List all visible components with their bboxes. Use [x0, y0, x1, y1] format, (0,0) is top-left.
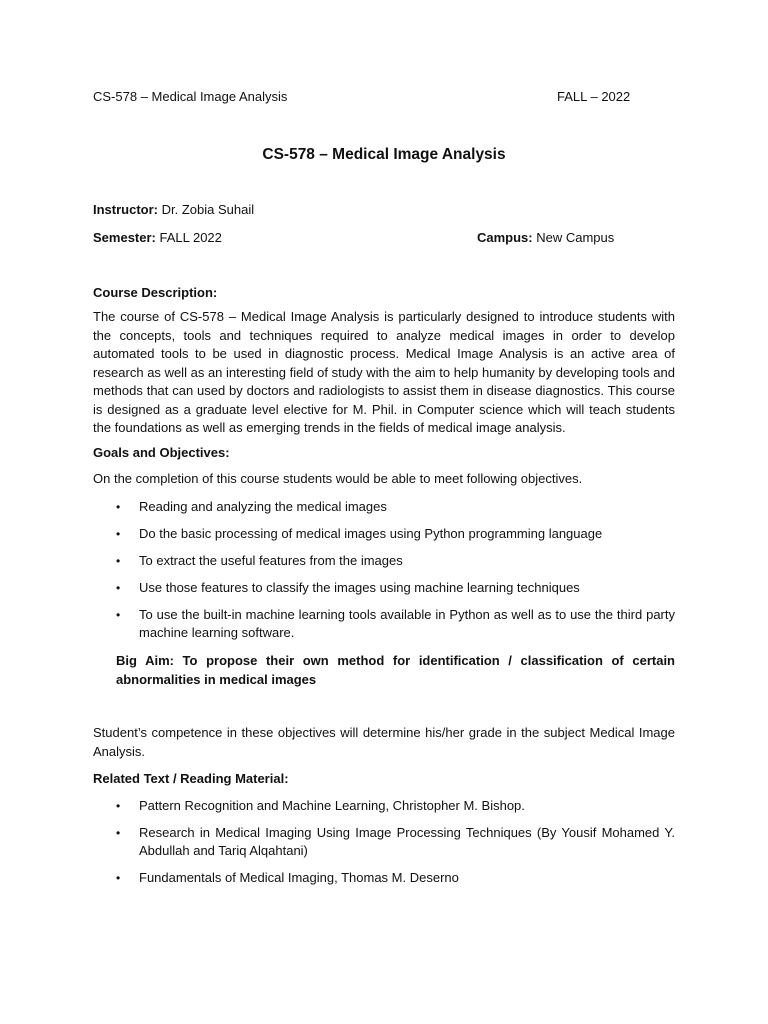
campus-line	[477, 229, 614, 246]
instructor-line	[93, 201, 254, 218]
bullet-icon: •	[116, 826, 121, 840]
bullet-icon: •	[116, 581, 121, 595]
competence-text: Student’s competence in these objectives will determine his/her grade in the subject Medical Image Analysis.	[93, 725, 675, 759]
list-item: • Pattern Recognition and Machine Learning, Christopher M. Bishop.	[116, 798, 525, 813]
semester-line	[93, 229, 222, 246]
list-item: • To use the built-in machine learning tools available in Python as well as to use the third party machine learning software.	[116, 607, 675, 640]
goals-intro: On the completion of this course students would be able to meet following objectives.	[93, 471, 583, 486]
header-course: CS-578 – Medical Image Analysis	[93, 89, 288, 104]
semester-value: FALL 2022	[155, 230, 222, 245]
reading-heading: Related Text / Reading Material:	[93, 771, 289, 786]
bullet-icon: •	[116, 871, 121, 885]
semester-label: Semester:	[93, 230, 156, 245]
bullet-icon: •	[116, 500, 121, 514]
list-item: • Research in Medical Imaging Using Image Processing Techniques (By Yousif Mohamed Y. Abdullah and Tariq Alqahtani)	[116, 825, 675, 858]
list-item: • Reading and analyzing the medical images	[116, 499, 387, 514]
instructor-label: Instructor:	[93, 202, 158, 217]
big-aim: Big Aim: To propose their own method for identification / classification of certain abnormalities in medical images	[116, 653, 675, 687]
goals-heading: Goals and Objectives:	[93, 445, 230, 460]
bullet-icon: •	[116, 527, 121, 541]
objectives-list	[93, 498, 675, 642]
campus-value: New Campus	[532, 230, 615, 245]
document-title: CS-578 – Medical Image Analysis	[262, 146, 506, 163]
list-item: • To extract the useful features from the images	[116, 553, 403, 568]
course-description-text: The course of CS-578 – Medical Image Analysis is particularly designed to introduce students with the concepts, tools and techniques required to analyze medical images in order to develop automated tools to be used in diagnostic process. Medical Image Analysis is an active area of research as well as an interesting field of study with the aim to help humanity by developing tools and methods that can used by doctors and radiologists to assist them in disease diagnostics. This course is designed as a graduate level elective for M. Phil. in Computer science which will teach students the foundations as well as emerging trends in the fields of medical image analysis.	[93, 309, 675, 435]
list-item: • Fundamentals of Medical Imaging, Thomas M. Deserno	[116, 870, 459, 885]
bullet-icon: •	[116, 608, 121, 622]
reading-list	[93, 797, 675, 887]
list-item: • Use those features to classify the images using machine learning techniques	[116, 580, 580, 595]
list-item: • Do the basic processing of medical images using Python programming language	[116, 526, 603, 541]
campus-label: Campus:	[477, 230, 533, 245]
instructor-value: Dr. Zobia Suhail	[158, 202, 255, 217]
bullet-icon: •	[116, 799, 121, 813]
bullet-icon: •	[116, 554, 121, 568]
header-term: FALL – 2022	[557, 89, 631, 104]
course-description-heading: Course Description:	[93, 285, 218, 300]
